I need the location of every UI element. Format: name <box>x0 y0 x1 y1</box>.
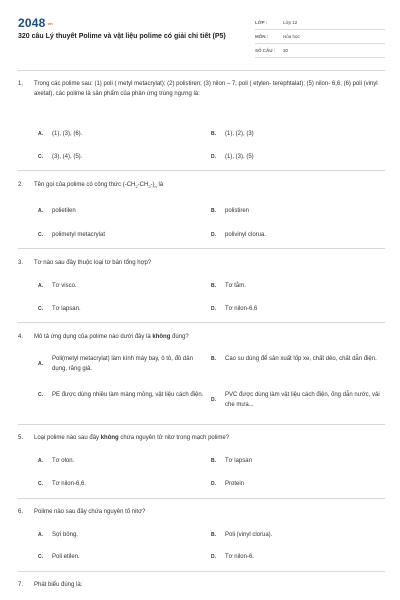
question-text-part: đúng? <box>170 334 189 340</box>
option-c[interactable] <box>38 390 206 400</box>
formula-subscript: n <box>154 184 157 190</box>
option-letter: D. <box>211 154 216 160</box>
question-stem <box>18 332 383 342</box>
option-text: Tơ lapsan <box>225 458 252 464</box>
logo-text: 2048 <box>18 16 46 30</box>
option-b[interactable] <box>211 530 272 540</box>
option-text: polistiren <box>225 208 250 214</box>
option-d[interactable] <box>211 552 254 562</box>
option-letter: A. <box>38 458 43 464</box>
question-text <box>34 433 383 443</box>
option-a[interactable] <box>38 281 77 291</box>
question-text: Polime nào sau đây chứa nguyên tố nitơ? <box>34 509 146 515</box>
option-letter: A. <box>38 131 43 137</box>
option-letter: C. <box>38 554 43 560</box>
option-b[interactable] <box>211 206 249 216</box>
formula-subscript: 2 <box>148 184 151 190</box>
option-text: Tơ nilon-6,6 <box>225 306 258 312</box>
logo-suffix: .vn <box>46 21 53 27</box>
option-c[interactable] <box>38 552 80 562</box>
option-a[interactable] <box>38 206 76 216</box>
divider <box>18 498 385 499</box>
option-text: polimetyl metacrylat <box>52 232 106 238</box>
question-7 <box>18 580 383 590</box>
meta-row-subject <box>255 30 385 44</box>
option-text: Tơ visco. <box>52 283 77 289</box>
option-d[interactable] <box>211 304 257 314</box>
option-text: Tơ tằm. <box>225 283 246 289</box>
meta-value: Lớp 12 <box>283 20 298 25</box>
meta-row-count <box>255 44 385 58</box>
option-a[interactable] <box>38 456 74 466</box>
question-text: Trong các polime sau: (1) poli ( metyl metacrylat); (2) polistiren; (3) nilon – 7; poli ( etylen- terephtalat); (5) nilon- 6,6; (6) poli (vinyl axetat), các polime là sản phẩm của phản ứng trùng ngưng là: <box>34 81 378 97</box>
option-text: Protein <box>225 481 245 487</box>
option-text: Tơ nilon-6,6. <box>52 481 86 487</box>
option-letter: D. <box>211 306 216 312</box>
option-c[interactable] <box>38 479 86 489</box>
divider <box>18 248 385 249</box>
option-letter: B. <box>211 131 216 137</box>
formula-subscript: 2 <box>135 184 138 190</box>
question-text-part: Loại polime nào sau đây <box>34 435 101 441</box>
meta-key: LỚP : <box>255 20 268 25</box>
question-stem <box>18 433 383 443</box>
option-text: Tơ olon. <box>52 458 75 464</box>
option-a[interactable] <box>38 129 82 139</box>
question-4 <box>18 332 383 408</box>
divider <box>18 424 385 425</box>
document-title: 320 câu Lý thuyết Polime và vật liệu polime có giải chi tiết (P5) <box>18 33 226 40</box>
divider <box>18 571 385 572</box>
question-number: 3. <box>18 260 24 266</box>
formula-part: -) <box>150 182 155 188</box>
document-header <box>0 0 400 62</box>
divider <box>18 70 385 71</box>
option-text: PVC được dùng làm vật liệu cách điện, ống dẫn nước, vải che mưa... <box>225 392 380 408</box>
option-text: Poli(metyl metacrylat) làm kính máy bay, ô tô, đồ dân dụng, răng giả. <box>52 356 193 372</box>
option-letter: D. <box>211 232 216 238</box>
question-stem <box>18 507 383 517</box>
option-b[interactable] <box>211 456 252 466</box>
meta-row-class <box>255 16 385 30</box>
option-text: PE được dùng nhiều làm màng mỏng, vật liệu cách điện. <box>52 392 204 398</box>
question-text: Phát biểu đúng là: <box>34 582 83 588</box>
option-text: (1), (3), (5) <box>225 154 254 160</box>
question-5 <box>18 433 383 487</box>
option-letter: D. <box>211 554 216 560</box>
option-a[interactable] <box>38 530 78 540</box>
option-text: (3), (4), (5). <box>52 154 83 160</box>
meta-value: 30 <box>283 48 289 53</box>
option-letter: C. <box>38 481 43 487</box>
option-c[interactable] <box>38 304 81 314</box>
question-number: 6. <box>18 509 24 515</box>
option-c[interactable] <box>38 152 82 162</box>
option-letter: C. <box>38 306 43 312</box>
option-letter: C. <box>38 154 43 160</box>
divider <box>18 322 385 323</box>
question-text: Tơ nào sau đây thuộc loại tơ bán tổng hợp? <box>34 260 152 266</box>
question-text <box>34 180 383 192</box>
question-number: 2. <box>18 182 24 188</box>
question-stem <box>18 79 383 99</box>
option-text: Tơ lapsan. <box>52 306 81 312</box>
question-number: 4. <box>18 334 24 340</box>
meta-key: MÔN : <box>255 34 269 39</box>
question-text <box>34 332 383 342</box>
option-letter: C. <box>38 392 43 398</box>
option-text: Cao su dùng để sản xuất lốp xe, chất dẻo, chất dẫn điện. <box>225 356 377 362</box>
option-d[interactable] <box>211 230 266 240</box>
option-letter: D. <box>211 397 216 403</box>
option-letter: A. <box>38 532 43 538</box>
option-letter: B. <box>211 283 216 289</box>
option-letter: C. <box>38 232 43 238</box>
option-letter: B. <box>211 208 216 214</box>
question-number: 1. <box>18 81 24 87</box>
option-text: Poli etilen. <box>52 554 80 560</box>
meta-key: SỐ CÂU : <box>255 48 276 53</box>
option-letter: B. <box>211 532 216 538</box>
divider <box>18 170 385 171</box>
formula-part: Tên gọi của polime có công thức (-CH <box>34 182 136 188</box>
option-d[interactable] <box>211 479 244 489</box>
question-6 <box>18 507 383 560</box>
meta-value: Hóa học <box>283 34 300 39</box>
emphasis-text: không <box>152 334 171 340</box>
site-logo[interactable] <box>18 16 53 30</box>
option-letter: A. <box>38 361 43 367</box>
option-text: polietilen <box>52 208 76 214</box>
formula-part: -CH <box>137 182 149 188</box>
meta-table <box>255 16 385 58</box>
question-number: 7. <box>18 582 24 588</box>
question-text-part: chứa nguyên tử nitơ trong mạch polime? <box>118 435 230 441</box>
option-text: polivinyl clorua. <box>225 232 267 238</box>
question-text-part: Mô tả ứng dụng của polime nào dưới đây là <box>34 334 153 340</box>
question-stem <box>18 580 383 590</box>
emphasis-text: không <box>100 435 119 441</box>
option-letter: B. <box>211 458 216 464</box>
option-text: Sợi bông. <box>52 532 78 538</box>
question-3 <box>18 258 383 312</box>
option-b[interactable] <box>211 354 381 364</box>
option-text: (1), (3), (6). <box>52 131 83 137</box>
question-stem <box>18 180 383 192</box>
option-text: Poli (vinyl clorua). <box>225 532 273 538</box>
formula-part: là <box>156 182 164 188</box>
option-a[interactable] <box>38 354 206 374</box>
option-d[interactable] <box>211 390 381 410</box>
option-text: (1), (2), (3) <box>225 131 254 137</box>
question-stem <box>18 258 383 268</box>
question-2 <box>18 180 383 238</box>
question-number: 5. <box>18 435 24 441</box>
option-b[interactable] <box>211 281 246 291</box>
option-c[interactable] <box>38 230 105 240</box>
option-d[interactable] <box>211 152 254 162</box>
option-text: Tơ nilon-6. <box>225 554 254 560</box>
question-1 <box>18 79 383 160</box>
option-letter: A. <box>38 208 43 214</box>
option-letter: D. <box>211 481 216 487</box>
option-b[interactable] <box>211 129 254 139</box>
option-letter: B. <box>211 356 216 362</box>
option-letter: A. <box>38 283 43 289</box>
